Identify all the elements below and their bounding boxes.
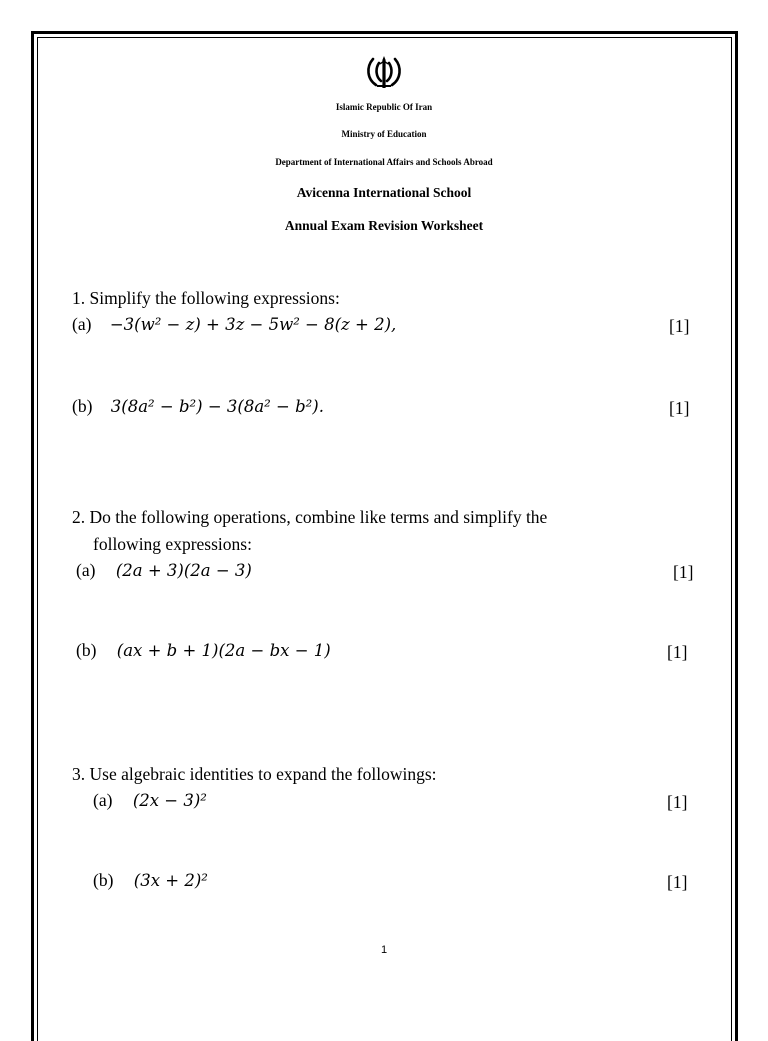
question-text: Simplify the following expressions:: [89, 288, 340, 308]
header-ministry: Ministry of Education: [341, 129, 427, 139]
question-1b: [72, 396, 324, 417]
part-label: (b): [76, 640, 97, 660]
mark-2a: [1]: [673, 562, 694, 582]
mark-2b: [1]: [667, 642, 688, 662]
question-3-prompt: [72, 764, 437, 785]
mark-1a: [1]: [669, 316, 690, 336]
question-number: 2.: [72, 507, 86, 527]
question-2a: [76, 560, 252, 581]
header-country: Islamic Republic Of Iran: [335, 102, 433, 112]
question-number: 1.: [72, 288, 86, 308]
part-expression: (3x + 2)²: [133, 871, 208, 890]
question-text: Do the following operations, combine like terms and simplify the: [89, 507, 548, 527]
question-1-prompt: [72, 288, 340, 309]
iran-emblem-icon: [364, 52, 404, 92]
question-2-prompt-cont: following expressions:: [93, 534, 252, 554]
question-2b: [76, 640, 331, 661]
school-name: Avicenna International School: [296, 185, 472, 200]
part-expression: (2a + 3)(2a − 3): [115, 561, 252, 580]
part-label: (a): [72, 314, 92, 334]
mark-3b: [1]: [667, 872, 688, 892]
question-1a: [72, 314, 396, 335]
part-label: (b): [72, 396, 93, 416]
question-3b: [93, 870, 208, 891]
part-label: (a): [93, 790, 113, 810]
mark-1b: [1]: [669, 398, 690, 418]
part-expression: (ax + b + 1)(2a − bx − 1): [116, 641, 331, 660]
part-expression: −3(w² − z) + 3z − 5w² − 8(z + 2),: [109, 315, 397, 334]
part-expression: (2x − 3)²: [132, 791, 207, 810]
part-expression: 3(8a² − b²) − 3(8a² − b²).: [110, 397, 324, 416]
header-department: Department of International Affairs and Schools Abroad: [275, 157, 493, 167]
question-number: 3.: [72, 764, 86, 784]
question-3a: [93, 790, 207, 811]
question-2-prompt: [72, 507, 547, 528]
mark-3a: [1]: [667, 792, 688, 812]
question-text: Use algebraic identities to expand the followings:: [89, 764, 437, 784]
page-number: 1: [380, 944, 388, 956]
part-label: (b): [93, 870, 114, 890]
worksheet-title: Annual Exam Revision Worksheet: [284, 218, 484, 233]
part-label: (a): [76, 560, 96, 580]
